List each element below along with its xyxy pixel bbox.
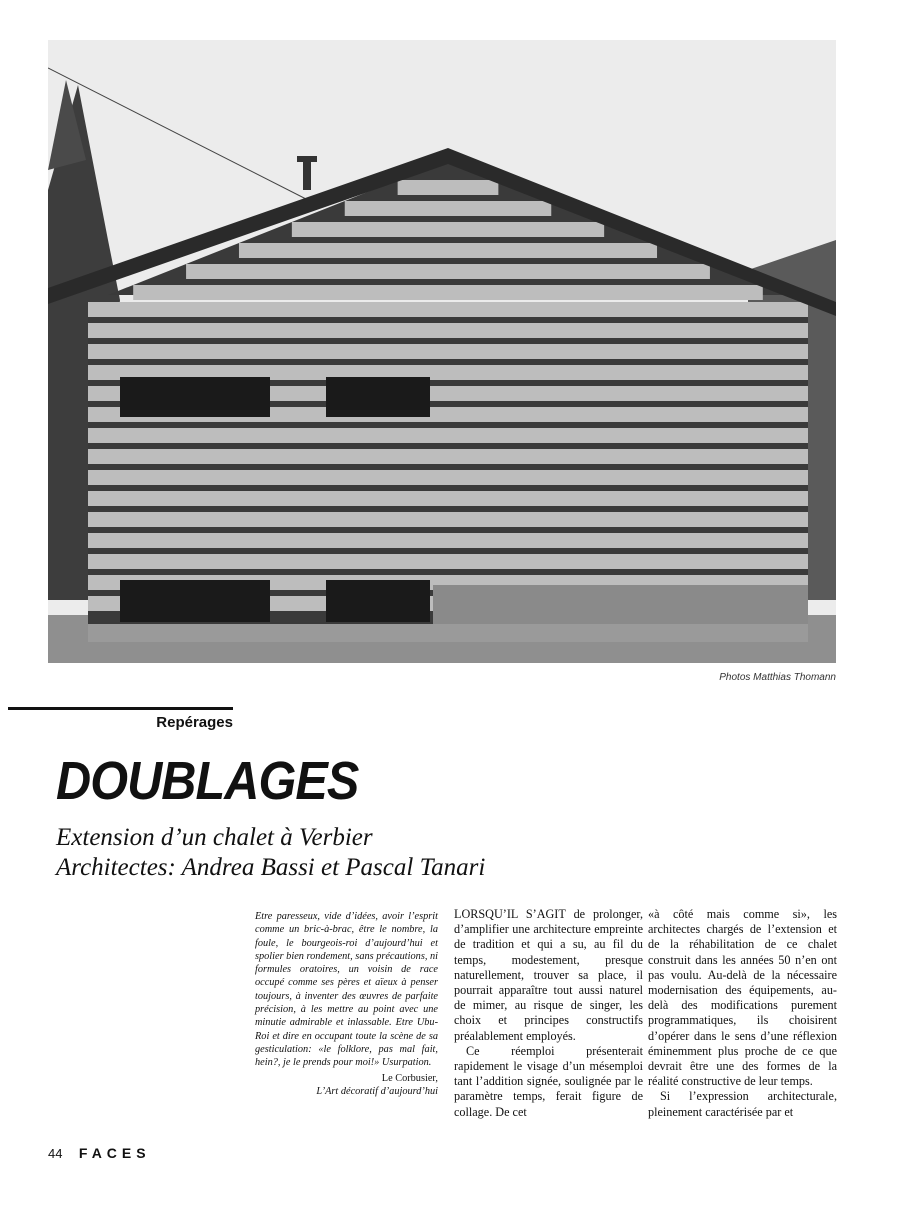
gable-board	[133, 285, 763, 300]
epigraph-author: Le Corbusier,	[381, 1072, 438, 1084]
gable-board	[292, 222, 604, 237]
epigraph	[255, 910, 438, 1098]
epigraph-text: Etre paresseux, vide d’idées, avoir l’esprit comme un bric-à-brac, être le nombre, la foule, le bourgeois-roi d’aujourd’hui et spolier bien rondement, sans précautions, ni formules oratoires, un voisin de race occupé comme ses pères et aïeux à penser toujours, à inventer des œuvres de parfaite précision, à les mettre au point avec une minutie admirable et inlassable. Etre Ubu-Roi et dire en occupant toute la scène de sa gesticulation: «le folklore, pas mal fait, hein?, je le prends pour moi!» Usurpation.	[255, 911, 438, 1069]
page-footer	[48, 1145, 151, 1163]
cladding-board	[88, 344, 808, 359]
section-label: Repérages	[156, 714, 233, 731]
body-column-2	[648, 907, 837, 1120]
cladding-board	[88, 491, 808, 506]
gable-board	[345, 201, 552, 216]
gable-board	[239, 243, 657, 258]
photo-credit: Photos Matthias Thomann	[719, 672, 836, 683]
cladding-board	[88, 533, 808, 548]
subtitle-line-1: Extension d’un chalet à Verbier	[56, 824, 373, 851]
cladding-board	[88, 554, 808, 569]
page-number: 44	[48, 1146, 63, 1161]
body-paragraph: «à côté mais comme si», les architectes chargés de l’extension et de la réhabilitation de ce chalet construit dans les années 50 n’en ont pas voulu. Au-delà de la nécessaire modernisation des équipements, au-delà des modifications purement programmatiques, ils choisirent d’opérer dans le sens d’une réflexion éminemment plus proche de ce que devrait être une des formes de la réalité constructive de leur temps.	[648, 907, 837, 1089]
epigraph-work: L’Art décoratif d’aujourd’hui	[316, 1085, 438, 1097]
headline: DOUBLAGES	[56, 751, 359, 811]
subtitle	[56, 823, 485, 883]
cladding-board	[88, 470, 808, 485]
body-column-1	[454, 907, 643, 1120]
body-paragraph: Ce réemploi présenterait rapidement le visage d’un mésemploi tant l’addition signée, soulignée par le paramètre temps, ferait figure de collage. De cet	[454, 1043, 643, 1119]
cladding-board	[88, 428, 808, 443]
body-paragraph: Si l’expression architecturale, pleinement caractérisée par et	[648, 1089, 837, 1119]
cladding-board	[88, 302, 808, 317]
subtitle-line-2: Architectes: Andrea Bassi et Pascal Tanari	[56, 854, 486, 881]
cladding-board	[88, 323, 808, 338]
gable-board	[398, 180, 499, 195]
epigraph-attribution	[255, 1072, 438, 1099]
cladding-board	[88, 512, 808, 527]
body-paragraph: LORSQU’IL S’AGIT de prolonger, d’amplifier une architecture empreinte de tradition et qui a su, au fil du temps, modestement, presque naturellement, trouver sa place, il pourrait apparaître tout aussi naturel de mimer, au risque de singer, les choix et principes constructifs préalablement employés.	[454, 907, 643, 1043]
section-rule	[8, 707, 233, 710]
gable-board	[186, 264, 710, 279]
cladding-board	[88, 449, 808, 464]
magazine-name: FACES	[78, 1145, 151, 1161]
chalet-photo	[48, 40, 836, 663]
